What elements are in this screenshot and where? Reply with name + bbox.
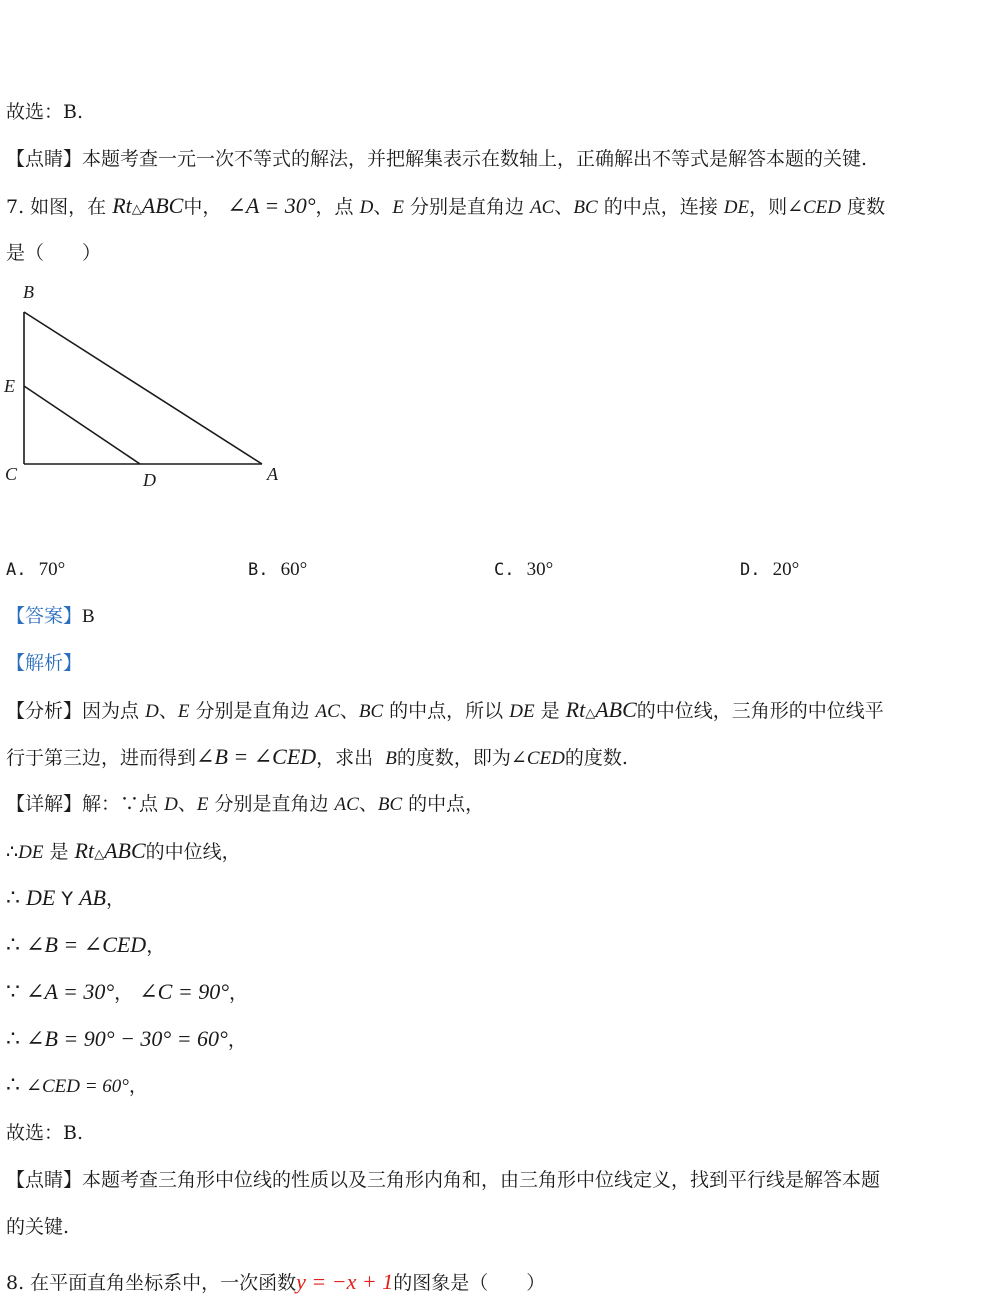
- step-4: ∵ ∠A = 30°， ∠C = 90°，: [6, 979, 249, 1005]
- q7-text: ，则: [749, 196, 788, 218]
- triangle-figure: [0, 278, 300, 498]
- q7-angle-a: ∠A = 30°: [227, 193, 316, 218]
- answer-value: B: [82, 606, 95, 627]
- q7-text: 中，: [183, 196, 222, 218]
- q7-text: 分别是直角边: [410, 196, 525, 218]
- q7-ac: AC: [530, 197, 555, 218]
- step-2: ∴ DE Y AB，: [6, 885, 125, 911]
- segment-de: [24, 386, 140, 464]
- option-b: B. 60°: [248, 559, 308, 580]
- analysis-tag: 【解析】: [6, 652, 83, 674]
- q7-text: ，点: [315, 196, 354, 218]
- comment-line-2a: 【点睛】本题考查三角形中位线的性质以及三角形内角和，由三角形中位线定义，找到平行线是解答本题: [6, 1169, 881, 1191]
- q7-text: 7. 如图，在: [6, 196, 107, 218]
- option-a: A. 70°: [6, 559, 66, 580]
- label-a: A: [267, 464, 278, 484]
- q7-text: 、: [373, 196, 393, 218]
- answer-line: [6, 602, 975, 631]
- q8-equation: y = −x + 1: [296, 1269, 394, 1294]
- question-7-line-2: 是（ ）: [6, 242, 102, 264]
- choose-line-2: 故选：B.: [6, 1122, 84, 1144]
- q7-text: 的中点，连接: [603, 196, 718, 218]
- label-d: D: [143, 470, 156, 490]
- step-5: ∴ ∠B = 90° − 30° = 60°，: [6, 1026, 247, 1052]
- q7-triangle-symbol: △: [131, 201, 142, 216]
- step-1: ∴DE 是 Rt△ABC的中位线，: [6, 838, 241, 863]
- choose-line-1: 故选：B.: [6, 101, 84, 123]
- q7-rt: Rt: [112, 193, 132, 218]
- question-8: 8. 在平面直角坐标系中，一次函数y = −x + 1的图象是（ ）: [6, 1269, 546, 1294]
- option-d: D. 20°: [740, 559, 800, 580]
- q7-bc: BC: [573, 197, 598, 218]
- q7-de: DE: [723, 197, 750, 218]
- comment-line-2b: 的关键.: [6, 1216, 70, 1238]
- fenxi-line-1: 【分析】因为点 D、E 分别是直角边 AC、BC 的中点，所以 DE 是 Rt△ABC的中位线，三角形的中位线平: [6, 697, 884, 722]
- q7-abc: ABC: [141, 193, 184, 218]
- q7-angle-ced: ∠CED: [787, 197, 842, 218]
- q7-point-d: D: [359, 197, 374, 218]
- label-c: C: [5, 464, 18, 484]
- parallel-symbol: Y: [61, 888, 74, 910]
- q7-point-e: E: [392, 197, 404, 218]
- option-c: C. 30°: [494, 559, 554, 580]
- xiangjie-line: 【详解】解：∵点 D、E 分别是直角边 AC、BC 的中点，: [6, 793, 485, 815]
- label-b: B: [23, 282, 34, 302]
- step-3: ∴ ∠B = ∠CED，: [6, 932, 166, 958]
- fenxi-line-2: 行于第三边，进而得到∠B = ∠CED，求出 B的度数，即为∠CED的度数.: [6, 744, 628, 769]
- answer-tag: 【答案】: [6, 605, 83, 627]
- label-e: E: [4, 376, 15, 396]
- side-ab: [24, 312, 262, 464]
- step-6: ∴ ∠CED = 60°，: [6, 1073, 148, 1098]
- comment-line-1: 【点睛】本题考查一元一次不等式的解法，并把解集表示在数轴上，正确解出不等式是解答本题的关键.: [6, 148, 868, 170]
- q7-text: 、: [554, 196, 574, 218]
- question-7-line-1: [6, 192, 975, 223]
- q7-text: 度数: [847, 196, 886, 218]
